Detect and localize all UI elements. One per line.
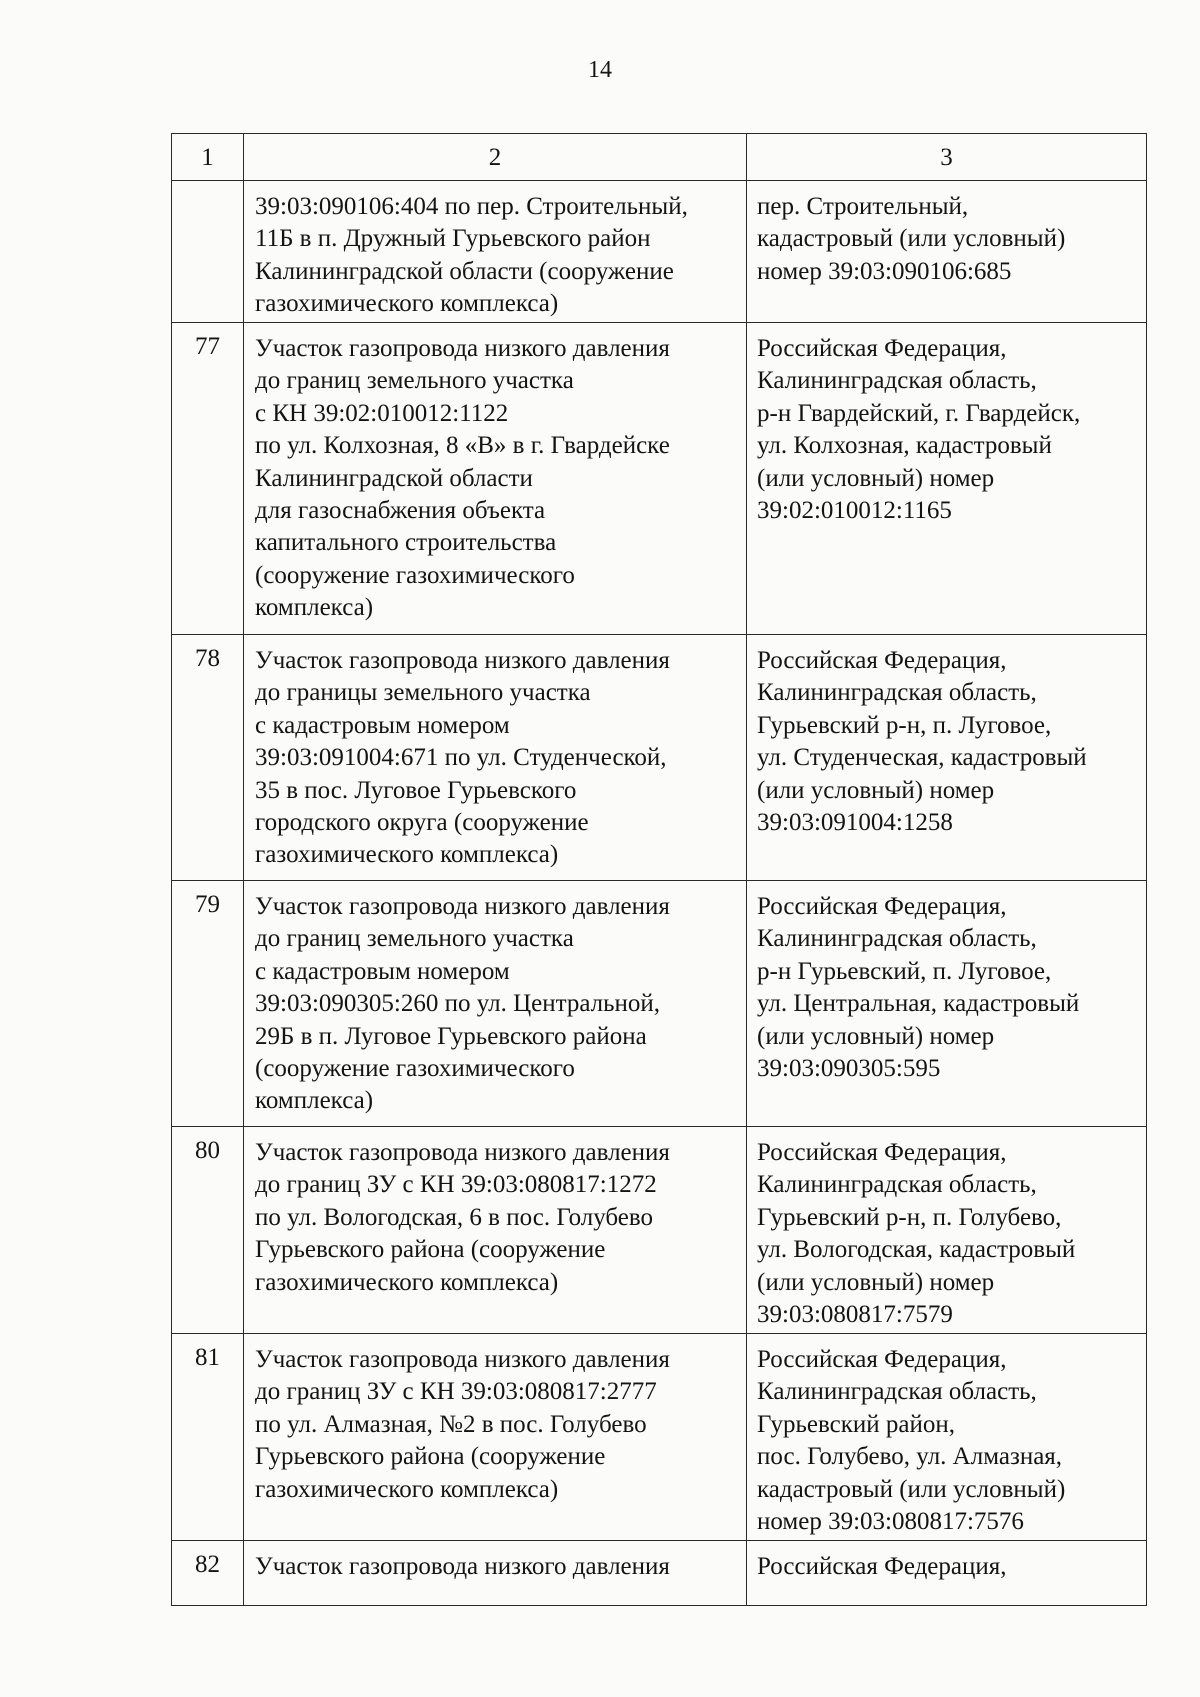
- address-cell: [747, 323, 1147, 635]
- object-address: Российская Федерация, Калининградская область, р-н Гурьевский, п. Луговое, ул. Центральная, кадастровый (или условный) номер 39:03:090305:595: [757, 893, 1080, 1083]
- table-row: [172, 1541, 1147, 1606]
- object-description: Участок газопровода низкого давления до границ ЗУ с КН 39:03:080817:2777 по ул. Алмазная, №2 в пос. Голубево Гурьевского района (сооружение газохимического комплекса): [255, 1346, 670, 1503]
- object-description: 39:03:090106:404 по пер. Строительный, 11Б в п. Дружный Гурьевского район Калининградской области (сооружение газохимического комплекса): [255, 193, 688, 318]
- column-header: [747, 134, 1147, 181]
- row-number-cell: [172, 323, 244, 635]
- address-cell: [747, 1334, 1147, 1541]
- object-address: Российская Федерация, Калининградская область, Гурьевский р-н, п. Голубево, ул. Вологодская, кадастровый (или условный) номер 39:03:080817:7579: [757, 1139, 1076, 1329]
- column-header-label: 1: [201, 143, 214, 171]
- description-cell: [244, 1334, 747, 1541]
- table-row: [172, 323, 1147, 635]
- column-header: [244, 134, 747, 181]
- description-cell: [244, 1127, 747, 1334]
- row-number: 77: [195, 333, 220, 360]
- object-address: Российская Федерация, Калининградская область, Гурьевский р-н, п. Луговое, ул. Студенческая, кадастровый (или условный) номер 39:03:091004:1258: [757, 647, 1087, 837]
- row-number-cell: [172, 1127, 244, 1334]
- description-cell: [244, 323, 747, 635]
- row-number: 78: [195, 645, 220, 672]
- description-cell: [244, 1541, 747, 1606]
- table-row: [172, 1127, 1147, 1334]
- row-number-cell: [172, 1541, 244, 1606]
- column-header: [172, 134, 244, 181]
- address-cell: [747, 881, 1147, 1127]
- row-number-cell: [172, 635, 244, 881]
- description-cell: [244, 181, 747, 323]
- object-description: Участок газопровода низкого давления до границ ЗУ с КН 39:03:080817:1272 по ул. Вологодская, 6 в пос. Голубево Гурьевского района (сооружение газохимического комплекса): [255, 1139, 670, 1296]
- row-number: 82: [195, 1551, 220, 1578]
- object-address: Российская Федерация,: [757, 1553, 1007, 1580]
- table-row: [172, 881, 1147, 1127]
- description-cell: [244, 635, 747, 881]
- object-description: Участок газопровода низкого давления до границ земельного участка с КН 39:02:010012:1122 по ул. Колхозная, 8 «В» в г. Гвардейске Калининградской области для газоснабжения объекта капитального строительства (сооружение газохимического комплекса): [255, 335, 670, 622]
- address-cell: [747, 181, 1147, 323]
- address-cell: [747, 1541, 1147, 1606]
- column-header-label: 2: [488, 143, 502, 171]
- row-number: 79: [195, 891, 220, 918]
- column-header-label: 3: [940, 143, 953, 171]
- row-number: 80: [195, 1137, 220, 1164]
- address-cell: [747, 1127, 1147, 1334]
- row-number-cell: [172, 1334, 244, 1541]
- row-number-cell: [172, 881, 244, 1127]
- description-cell: [244, 881, 747, 1127]
- object-address: Российская Федерация, Калининградская область, Гурьевский район, пос. Голубево, ул. Алмазная, кадастровый (или условный) номер 39:03:080817:7576: [757, 1346, 1066, 1536]
- object-description: Участок газопровода низкого давления: [255, 1553, 670, 1580]
- table-row: [172, 1334, 1147, 1541]
- object-description: Участок газопровода низкого давления до границы земельного участка с кадастровым номером 39:03:091004:671 по ул. Студенческой, 35 в пос. Луговое Гурьевского городского округа (сооружение газохимического комплекса): [255, 647, 670, 869]
- property-table: [171, 133, 1147, 1606]
- object-description: Участок газопровода низкого давления до границ земельного участка с кадастровым номером 39:03:090305:260 по ул. Центральной, 29Б в п. Луговое Гурьевского района (сооружение газохимического комплекса): [255, 893, 670, 1115]
- object-address: Российская Федерация, Калининградская область, р-н Гвардейский, г. Гвардейск, ул. Колхозная, кадастровый (или условный) номер 39:02:010012:1165: [757, 335, 1081, 525]
- row-number: [172, 181, 243, 189]
- object-address: пер. Строительный, кадастровый (или условный) номер 39:03:090106:685: [757, 193, 1066, 285]
- page-number: 14: [588, 57, 612, 83]
- address-cell: [747, 635, 1147, 881]
- table-row: [172, 635, 1147, 881]
- row-number: 81: [195, 1344, 220, 1371]
- table-header-row: [172, 134, 1147, 181]
- table-row: [172, 181, 1147, 323]
- row-number-cell: [172, 181, 244, 323]
